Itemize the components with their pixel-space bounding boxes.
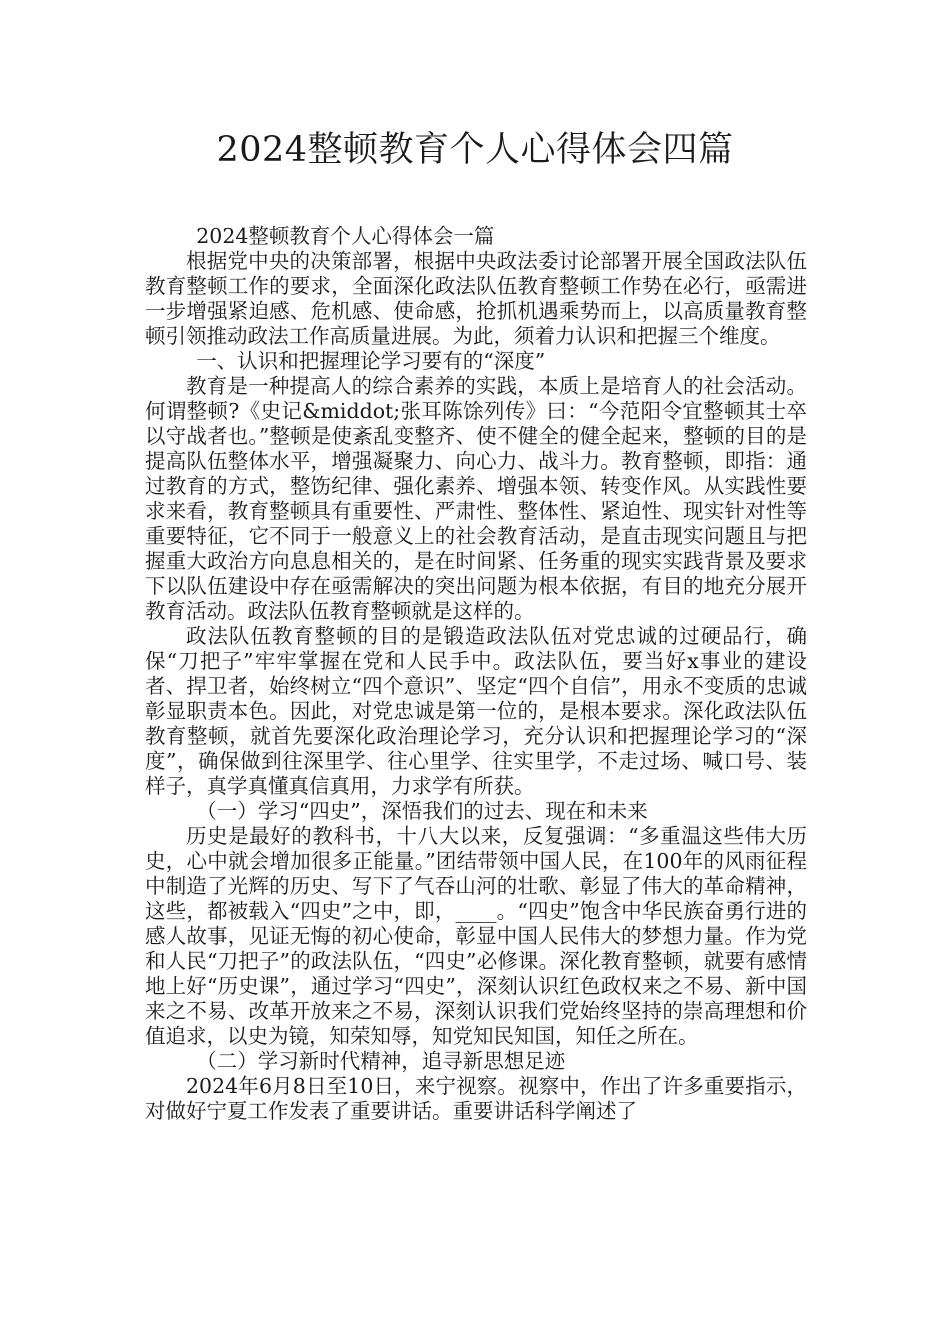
body-paragraph: 政法队伍教育整顿的目的是锻造政法队伍对党忠诚的过硬品行，确保“刀把子”牢牢掌握在党和人民手中。政法队伍，要当好x事业的建设者、捍卫者，始终树立“四个意识”、坚定“四个自信”，用永不变质的忠诚彰显职责本色。因此，对党忠诚是第一位的，是根本要求。深化政法队伍教育整顿，就首先要深化政治理论学习，充分认识和把握理论学习的“深度”，确保做到往深里学、往心里学、往实里学，不走过场、喊口号、装样子，真学真懂真信真用，力求学有所获。 xyxy=(145,624,807,798)
body-paragraph: 2024年6月8日至10日，来宁视察。视察中，作出了许多重要指示，对做好宁夏工作发表了重要讲话。重要讲话科学阐述了 xyxy=(145,1074,807,1123)
document-title: 2024整顿教育个人心得体会四篇 xyxy=(216,130,734,170)
section-heading: （二）学习新时代精神，追寻新思想足迹 xyxy=(196,1049,566,1073)
body-paragraph: 教育是一种提高人的综合素养的实践，本质上是培育人的社会活动。何谓整顿?《史记&middot;张耳陈馀列传》曰：“今范阳令宜整顿其士卒以守战者也。”整顿是使紊乱变整齐、使不健全的健全起来，整顿的目的是提高队伍整体水平，增强凝聚力、向心力、战斗力。教育整顿，即指：通过教育的方式，整饬纪律、强化素养、增强本领、转变作风。从实践性要求来看，教育整顿具有重要性、严肃性、整体性、紧迫性、现实针对性等重要特征，它不同于一般意义上的社会教育活动，是直击现实问题且与把握重大政治方向息息相关的，是在时间紧、任务重的现实实践背景及要求下以队伍建设中存在亟需解决的突出问题为根本依据，有目的地充分展开教育活动。政法队伍教育整顿就是这样的。 xyxy=(145,374,807,623)
body-paragraph: 历史是最好的教科书，十八大以来，反复强调：“多重温这些伟大历史，心中就会增加很多正能量。”团结带领中国人民，在100年的风雨征程中制造了光辉的历史、写下了气吞山河的壮歌、彰显了伟大的革命精神，这些，都被载入“四史”之中，即，____。“四史”饱含中华民族奋勇行进的感人故事，见证无悔的初心使命，彰显中国人民伟大的梦想力量。作为党和人民“刀把子”的政法队伍，“四史”必修课。深化教育整顿，就要有感情地上好“历史课”，通过学习“四史”，深刻认识红色政权来之不易、新中国来之不易、改革开放来之不易，深刻认识我们党始终坚持的崇高理想和价值追求，以史为镜，知荣知辱，知党知民知国，知任之所在。 xyxy=(145,824,807,1048)
document-body xyxy=(145,224,807,1124)
section-heading: 一、认识和把握理论学习要有的“深度” xyxy=(196,349,546,373)
body-paragraph: 根据党中央的决策部署，根据中央政法委讨论部署开展全国政法队伍教育整顿工作的要求，全面深化政法队伍教育整顿工作势在必行，亟需进一步增强紧迫感、危机感、使命感，抢抓机遇乘势而上，以高质量教育整顿引领推动政法工作高质量进展。为此，须着力认识和把握三个维度。 xyxy=(145,249,807,348)
section-heading: （一）学习“四史”，深悟我们的过去、现在和未来 xyxy=(196,799,648,823)
section-heading: 2024整顿教育个人心得体会一篇 xyxy=(196,224,495,248)
